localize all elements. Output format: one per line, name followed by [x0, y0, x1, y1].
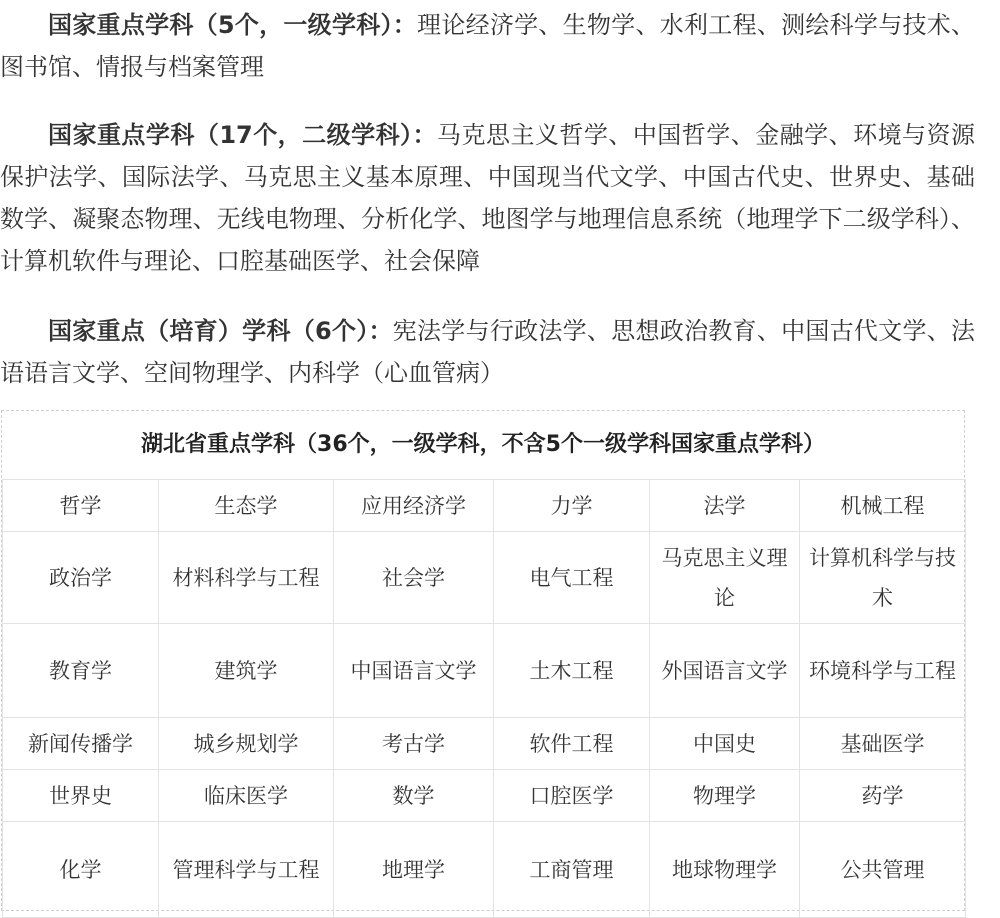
table-cell: 化学	[3, 822, 159, 918]
paragraph-text: 宪法学与行政法学、思想政治教育、中国古代文学、法语语言文学、空间物理学、内科学（心血管病）	[0, 317, 975, 387]
table-cell: 数学	[334, 770, 494, 822]
paragraph-national-first-level	[0, 4, 975, 88]
table-cell: 新闻传播学	[3, 718, 159, 770]
table-cell: 基础医学	[800, 718, 966, 770]
paragraph-text: 马克思主义哲学、中国哲学、金融学、环境与资源保护法学、国际法学、马克思主义基本原理、中国现当代文学、中国古代史、世界史、基础数学、凝聚态物理、无线电物理、分析化学、地图学与地理信息系统（地理学下二级学科）、计算机软件与理论、口腔基础医学、社会保障	[0, 121, 975, 275]
table-cell: 地理学	[334, 822, 494, 918]
paragraph-national-second-level	[0, 114, 975, 282]
table-cell: 社会学	[334, 532, 494, 624]
table-cell: 土木工程	[494, 624, 650, 718]
table-cell: 公共管理	[800, 822, 966, 918]
table-row	[3, 770, 966, 822]
table-cell: 考古学	[334, 718, 494, 770]
table-cell: 中国史	[650, 718, 800, 770]
paragraph-lead: 国家重点学科（17个，二级学科）：	[48, 121, 438, 149]
paragraph-text: 理论经济学、生物学、水利工程、测绘科学与技术、图书馆、情报与档案管理	[0, 11, 976, 81]
table-cell: 机械工程	[800, 480, 966, 532]
table-cell: 药学	[800, 770, 966, 822]
table-row	[3, 718, 966, 770]
table-cell: 外国语言文学	[650, 624, 800, 718]
table-cell: 临床医学	[159, 770, 334, 822]
table-cell: 力学	[494, 480, 650, 532]
paragraph-national-cultivation	[0, 310, 975, 394]
table-cell: 政治学	[3, 532, 159, 624]
paragraph-lead: 国家重点（培育）学科（6个）：	[48, 317, 393, 345]
table-cell: 地球物理学	[650, 822, 800, 918]
table-cell: 工商管理	[494, 822, 650, 918]
table-row	[3, 480, 966, 532]
table-cell: 马克思主义理论	[650, 532, 800, 624]
table-cell: 物理学	[650, 770, 800, 822]
table-cell: 口腔医学	[494, 770, 650, 822]
table-cell: 建筑学	[159, 624, 334, 718]
table-cell: 生态学	[159, 480, 334, 532]
table-cell: 计算机科学与技术	[800, 532, 966, 624]
provincial-subjects-table	[1, 410, 965, 911]
subjects-body	[3, 480, 966, 918]
table-cell: 电气工程	[494, 532, 650, 624]
table-cell: 城乡规划学	[159, 718, 334, 770]
table-cell: 管理科学与工程	[159, 822, 334, 918]
table-cell: 材料科学与工程	[159, 532, 334, 624]
table-cell: 世界史	[3, 770, 159, 822]
subjects-grid	[2, 479, 966, 918]
table-cell: 环境科学与工程	[800, 624, 966, 718]
table-row	[3, 822, 966, 918]
table-row	[3, 624, 966, 718]
paragraph-lead: 国家重点学科（5个，一级学科）：	[48, 11, 418, 39]
table-row	[3, 532, 966, 624]
table-cell: 应用经济学	[334, 480, 494, 532]
table-cell: 哲学	[3, 480, 159, 532]
table-cell: 法学	[650, 480, 800, 532]
table-cell: 中国语言文学	[334, 624, 494, 718]
table-cell: 软件工程	[494, 718, 650, 770]
table-cell: 教育学	[3, 624, 159, 718]
table-title: 湖北省重点学科（36个，一级学科，不含5个一级学科国家重点学科）	[2, 411, 964, 480]
